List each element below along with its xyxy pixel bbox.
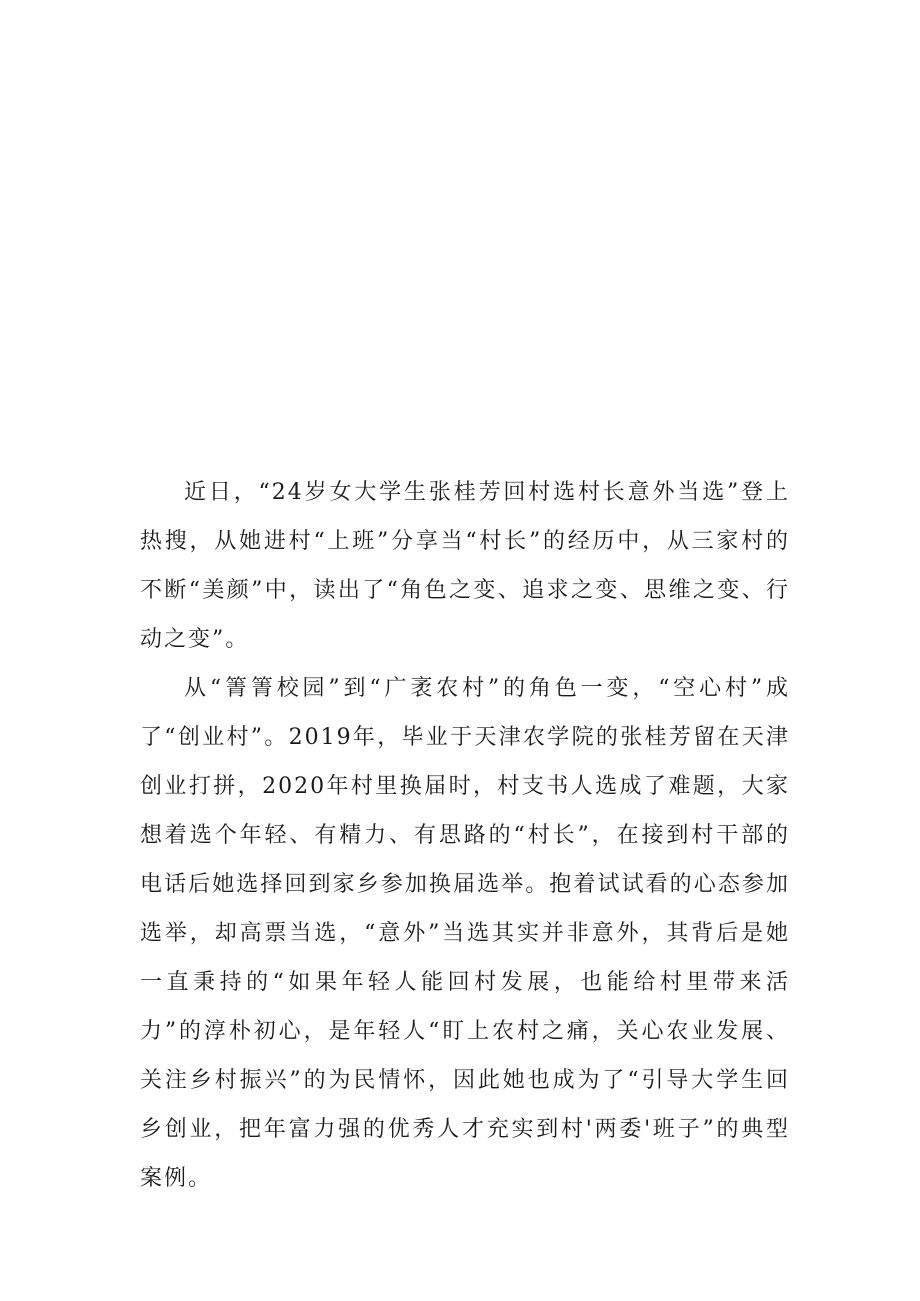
- paragraph-1: 近日，“24岁女大学生张桂芳回村选村长意外当选”登上热搜，从她进村“上班”分享当“村长”的经历中，从三家村的不断“美颜”中，读出了“角色之变、追求之变、思维之变、行动之变”。: [140, 480, 790, 652]
- paragraph-2: 从“箐箐校园”到“广袤农村”的角色一变，“空心村”成了“创业村”。2019年，毕业于天津农学院的张桂芳留在天津创业打拼，2020年村里换届时，村支书人选成了难题，大家想着选个年轻、有精力、有思路的“村长”，在接到村干部的电话后她选择回到家乡参加换届选举。抱着试试看的心态参加选举，却高票当选，“意外”当选其实并非意外，其背后是她一直秉持的“如果年轻人能回村发展，也能给村里带来活力”的淳朴初心，是年轻人“盯上农村之痛，关心农业发展、关注乡村振兴”的为民情怀，因此她也成为了“引导大学生回乡创业，把年富力强的优秀人才充实到村'两委'班子”的典型案例。: [140, 676, 790, 1191]
- article-body: [140, 468, 790, 1203]
